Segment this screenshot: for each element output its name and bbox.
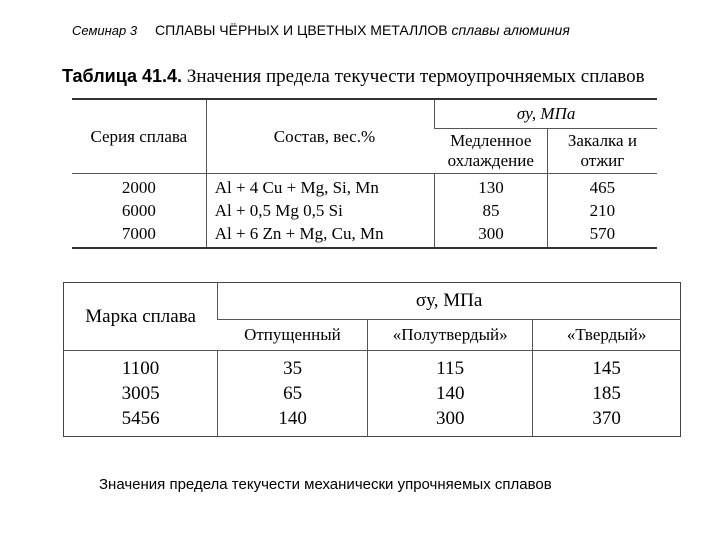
half-hard-value: 140 xyxy=(435,383,465,404)
series-cell xyxy=(72,174,206,249)
col-header-composition: Состав, вес.% xyxy=(206,99,435,174)
quench-value: 465 xyxy=(589,178,616,197)
grade-cell xyxy=(64,351,218,437)
series-value: 7000 xyxy=(121,224,156,243)
hard-value: 185 xyxy=(592,383,621,404)
table-row xyxy=(64,351,681,437)
grade-value: 3005 xyxy=(121,383,160,404)
composition-value: Al + 0,5 Mg 0,5 Si xyxy=(214,201,343,220)
work-hardened-alloys-table xyxy=(63,282,681,437)
col-header-yield-strength: σу, МПа xyxy=(435,99,657,129)
slow-cooling-cell xyxy=(435,174,548,249)
quench-anneal-cell xyxy=(547,174,657,249)
half-hard-value: 115 xyxy=(436,358,465,379)
col-header-half-hard: «Полутвердый» xyxy=(368,320,533,351)
col-header-annealed: Отпущенный xyxy=(218,320,368,351)
table-row xyxy=(72,174,657,249)
col-header-yield-strength: σу, МПа xyxy=(218,283,681,320)
composition-value: Al + 4 Cu + Mg, Si, Mn xyxy=(214,178,379,197)
composition-cell xyxy=(206,174,435,249)
annealed-value: 140 xyxy=(278,408,307,429)
slide-header xyxy=(72,22,692,38)
half-hard-value: 300 xyxy=(435,408,465,429)
slide-title: СПЛАВЫ ЧЁРНЫХ И ЦВЕТНЫХ МЕТАЛЛОВ xyxy=(154,22,448,38)
hard-value: 145 xyxy=(592,358,621,379)
annealed-value: 35 xyxy=(283,358,303,379)
col-header-series: Серия сплава xyxy=(72,99,206,174)
slow-value: 85 xyxy=(482,201,500,220)
col-header-hard: «Твердый» xyxy=(533,320,681,351)
slow-value: 300 xyxy=(478,224,504,243)
table2-caption: Значения предела текучести механически упрочняемых сплавов xyxy=(99,476,552,493)
table1-caption xyxy=(62,66,702,88)
slide-subtitle: сплавы алюминия xyxy=(451,22,570,38)
annealed-cell xyxy=(218,351,368,437)
col-header-slow-cooling: Медленное охлаждение xyxy=(435,129,548,174)
series-value: 2000 xyxy=(121,178,156,197)
quench-value: 210 xyxy=(589,201,616,220)
table1-title: Значения предела текучести термоупрочняемых сплавов xyxy=(186,66,645,87)
annealed-value: 65 xyxy=(283,383,303,404)
series-value: 6000 xyxy=(121,201,156,220)
slow-value: 130 xyxy=(478,178,504,197)
col-header-grade: Марка сплава xyxy=(64,283,218,351)
half-hard-cell xyxy=(368,351,533,437)
seminar-label: Семинар 3 xyxy=(72,23,138,38)
col-header-quench-anneal: Закалка и отжиг xyxy=(547,129,657,174)
table1-number: Таблица 41.4. xyxy=(62,66,183,86)
quench-value: 570 xyxy=(589,224,616,243)
heat-treatable-alloys-table xyxy=(72,98,657,249)
grade-value: 5456 xyxy=(121,408,160,429)
composition-value: Al + 6 Zn + Mg, Cu, Mn xyxy=(214,224,384,243)
grade-value: 1100 xyxy=(121,358,160,379)
hard-cell xyxy=(533,351,681,437)
hard-value: 370 xyxy=(592,408,621,429)
